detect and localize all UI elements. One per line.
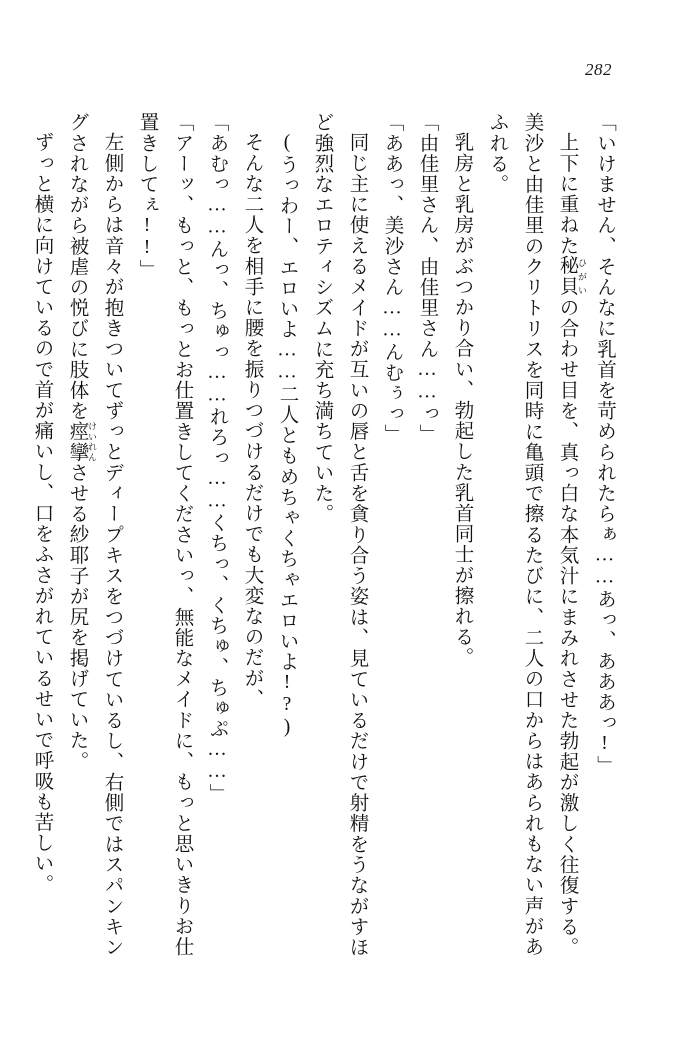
paragraph: ずっと横に向けているので首が痛いし、口をふさがれているせいで呼吸も苦しい。 xyxy=(31,131,53,894)
paragraph: 上下に重ねた秘貝 ひがいの合わせ目を、真っ白な本気汁にまみれさせた勃起が激しく往復する。美沙と由佳里のクリトリスを同時に亀頭で擦るたびに、二人の口からはあられもない声があふれる。 xyxy=(486,112,587,958)
paragraph: 「ああっ、美沙さん……んむぅっ」 xyxy=(381,112,403,445)
paragraph: そんな二人を相手に腰を振りつづけるだけでも大変なのだが、 xyxy=(241,131,263,709)
paragraph: 乳房と乳房がぶつかり合い、勃起した乳首同士が擦れる。 xyxy=(451,131,473,668)
page-number: 282 xyxy=(585,60,612,79)
paragraph: 同じ主に使えるメイドが互いの唇と舌を貪り合う姿は、見ているだけで射精をうながすほど強烈なエロティシズムに充ち満ちていた。 xyxy=(311,112,368,957)
paragraph: 「いけません、そんなに乳首を苛められたらぁ……あっ、あああっ!」 xyxy=(594,112,615,776)
paragraph: 「アーッ、もっと、もっとお仕置きしてくださいっ、無能なメイドに、もっと思いきりお仕置きしてぇ!!」 xyxy=(136,112,193,957)
ruby-annotation: 秘貝 ひがい xyxy=(556,255,587,297)
ruby-annotation: 痙攣 けいれん xyxy=(66,421,97,463)
paragraph: 「あむっ……んっ、ちゅっ……れろっ……くちっ、くちゅ、ちゅぷ……」 xyxy=(206,112,228,804)
paragraph: 「由佳里さん、由佳里さん……っ」 xyxy=(416,112,438,445)
page-body-text xyxy=(31,112,622,958)
paragraph: 左側からは音々が抱きついてずっとディープキスをつづけているし、右側ではスパンキングされながら被虐の悦びに肢体を痙攣 けいれんさせる紗耶子が尻を掲げていた。 xyxy=(66,112,123,957)
paragraph: (うっわー、エロいよ……二人ともめちゃくちゃエロいよ!?) xyxy=(276,131,298,738)
